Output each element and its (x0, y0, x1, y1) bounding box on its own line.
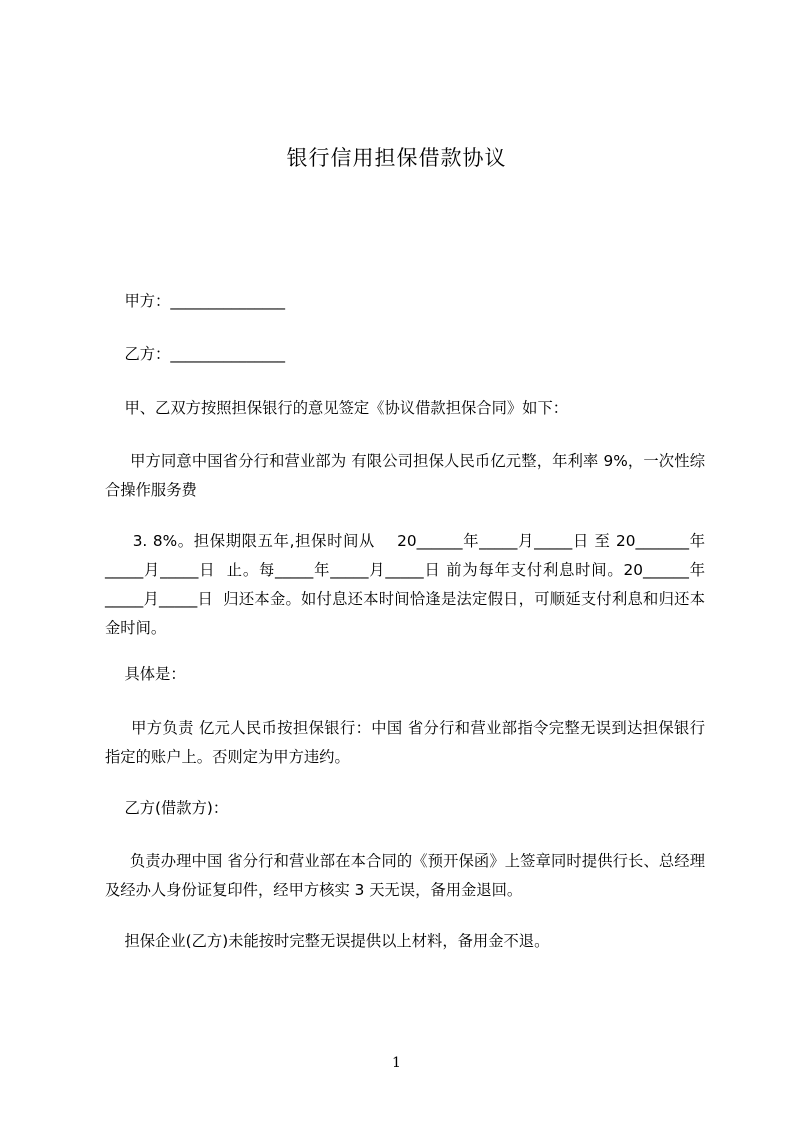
agreement-intro-paragraph: 甲、乙双方按照担保银行的意见签定《协议借款担保合同》如下： (105, 399, 569, 417)
party-b-heading: 乙方(借款方)： (105, 799, 229, 817)
party-b-line: 乙方：_______________ (105, 345, 286, 363)
party-a-duty-paragraph: 甲方负责 亿元人民币按担保银行：中国 省分行和营业部指令完整无误到达担保银行指定的账户上。否则定为甲方违约。 (105, 719, 706, 766)
guarantee-period-paragraph: 3. 8%。担保期限五年,担保时间从 20______年_____月_____日 至 20_______年_____月_____日 止。每_____年_____月_____日 前为每年支付利息时间。20______年_____月_____日 归还本金。如付息还本时间恰逢是法定假日，可顺延支付利息和归还本金时间。 (105, 532, 706, 637)
loan-terms-paragraph: 甲方同意中国省分行和营业部为 有限公司担保人民币亿元整，年利率 9%，一次性综合操作服务费 (105, 452, 705, 499)
document-title: 银行信用担保借款协议 (286, 146, 507, 170)
party-a-line: 甲方：_______________ (105, 292, 286, 310)
party-b-duty-paragraph: 负责办理中国 省分行和营业部在本合同的《预开保函》上签章同时提供行长、总经理及经办人身份证复印件，经甲方核实 3 天无误，备用金退回。 (105, 852, 705, 899)
page-number: 1 (392, 1055, 401, 1071)
deposit-clause-paragraph: 担保企业(乙方)未能按时完整无误提供以上材料，备用金不退。 (105, 932, 550, 950)
specifics-heading: 具体是： (105, 665, 186, 683)
